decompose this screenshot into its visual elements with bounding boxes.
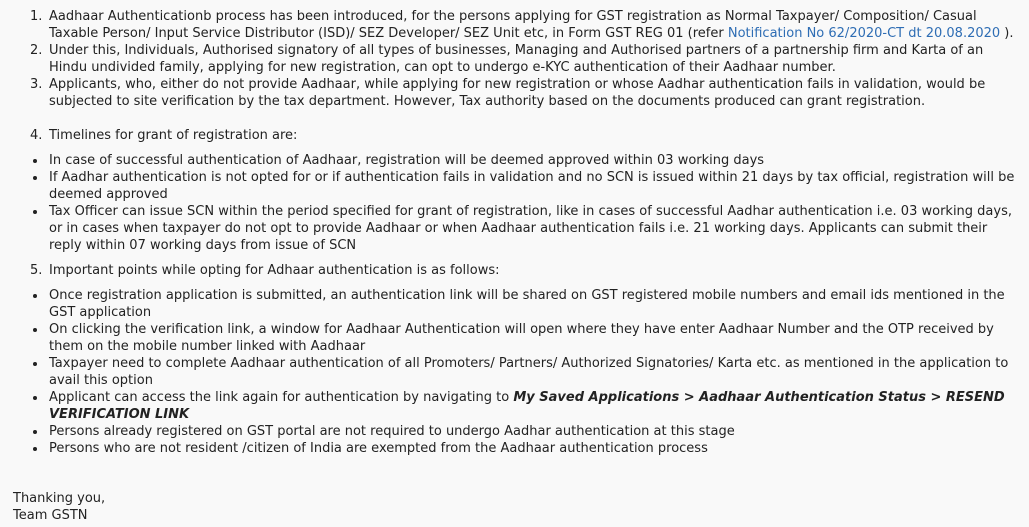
list-item: [13, 440, 1015, 457]
item-text: Persons who are not resident /citizen of India are exempted from the Aadhaar authentication process: [49, 441, 708, 456]
item-text: If Aadhar authentication is not opted for or if authentication fails in validation and no SCN is issued within 21 days by tax official, registration will be deemed approved: [49, 170, 1015, 202]
item-text: Taxpayer need to complete Aadhaar authentication of all Promoters/ Partners/ Authorized Signatories/ Karta etc. as mentioned in the application to avail this option: [49, 356, 1009, 388]
important-points-heading: [13, 262, 1015, 279]
timelines-heading: [13, 127, 1015, 144]
item-number: 5.: [30, 263, 43, 278]
notification-link[interactable]: Notification No 62/2020-CT dt 20.08.2020: [727, 26, 1001, 41]
item-number: 4.: [30, 128, 43, 143]
intro-list: [13, 8, 1015, 110]
bullet-icon: [33, 396, 37, 400]
list-item: [13, 321, 1015, 355]
list-item: [13, 169, 1015, 203]
heading-text: Important points while opting for Adhaar authentication is as follows:: [49, 263, 500, 278]
item-text: Once registration application is submitted, an authentication link will be shared on GST registered mobile numbers and email ids mentioned in the GST application: [49, 288, 1005, 320]
team-line: Team GSTN: [13, 508, 88, 523]
item-number: 2.: [30, 43, 43, 58]
bullet-icon: [33, 176, 37, 180]
item-number: 1.: [30, 9, 43, 24]
item-text: Persons already registered on GST portal are not required to undergo Aadhar authentication at this stage: [49, 424, 735, 439]
bullet-icon: [33, 328, 37, 332]
thanks-line: Thanking you,: [13, 491, 106, 506]
item-text: Aadhaar Authenticationb process has been introduced, for the persons applying for GST registration as Normal Taxpayer/ Composition/ Casual Taxable Person/ Input Service Distributor (ISD)/ SEZ Developer/ SEZ Unit etc, in Form GST REG 01 (refer: [49, 9, 977, 41]
item-text: On clicking the verification link, a window for Aadhaar Authentication will open where they have enter Aadhaar Number and the OTP received by them on the mobile number linked with Aadhaar: [49, 322, 994, 354]
item-text-tail: ).: [1000, 26, 1014, 41]
bullet-icon: [33, 294, 37, 298]
list-item: [13, 8, 1015, 42]
item-text: Applicants, who, either do not provide Aadhaar, while applying for new registration or whose Aadhar authentication fails in validation, would be subjected to site verification by the tax department. However, Tax authority based on the documents produced can grant registration.: [49, 77, 986, 109]
list-item: [13, 203, 1015, 254]
list-item: [13, 287, 1015, 321]
bullet-icon: [33, 210, 37, 214]
timelines-list: [13, 152, 1015, 254]
item-text: Tax Officer can issue SCN within the period specified for grant of registration, like in cases of successful Aadhar authentication i.e. 03 working days, or in cases when taxpayer do not opt to provide Aadhaar or when Aadhaar authentication fails i.e. 21 working days. Applicants can submit their reply within 07 working days from issue of SCN: [49, 204, 1012, 253]
item-text: In case of successful authentication of Aadhaar, registration will be deemed approved within 03 working days: [49, 153, 765, 168]
list-item: [13, 152, 1015, 169]
list-item: [13, 389, 1015, 423]
bullet-icon: [33, 362, 37, 366]
heading-text: Timelines for grant of registration are:: [49, 128, 298, 143]
bullet-icon: [33, 447, 37, 451]
list-item: [13, 423, 1015, 440]
bullet-icon: [33, 430, 37, 434]
item-text: Applicant can access the link again for authentication by navigating to: [49, 390, 514, 405]
list-item: [13, 76, 1015, 110]
list-item: [13, 355, 1015, 389]
list-item: [13, 42, 1015, 76]
item-text: Under this, Individuals, Authorised signatory of all types of businesses, Managing and Authorised partners of a partnership firm and Karta of an Hindu undivided family, applying for new registration, can opt to undergo e-KYC authentication of their Aadhaar number.: [49, 43, 984, 75]
signature-block: [13, 490, 1015, 524]
navigation-path: My Saved Applications > Aadhaar Authentication Status > RESEND VERIFICATION LINK: [49, 390, 1005, 422]
item-number: 3.: [30, 77, 43, 92]
important-points-list: [13, 287, 1015, 457]
bullet-icon: [33, 159, 37, 163]
